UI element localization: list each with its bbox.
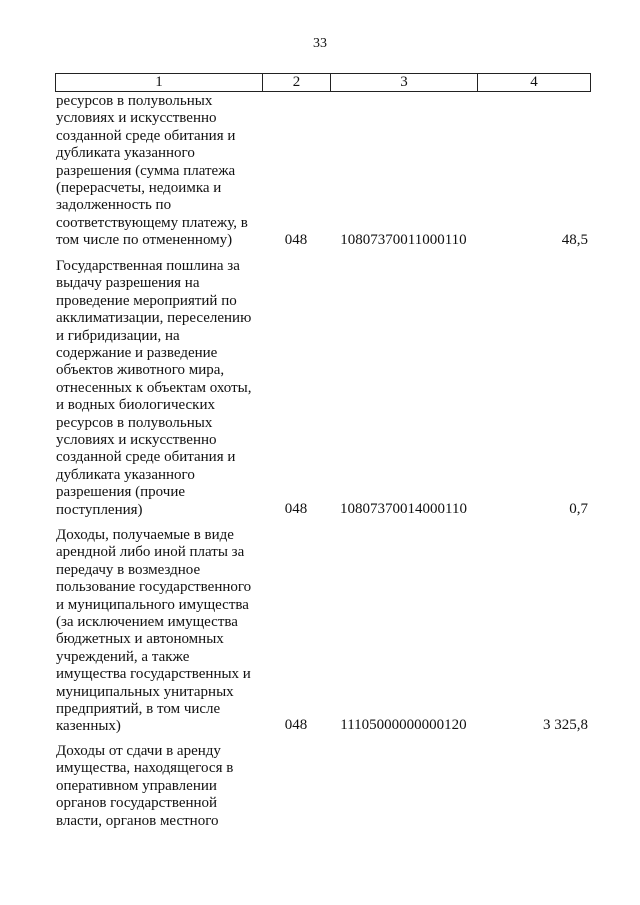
- row-description-line: арендной либо иной платы за: [56, 544, 245, 561]
- row-description-line: муниципальных унитарных: [56, 683, 234, 700]
- header-col-4: 4: [530, 74, 538, 90]
- row-description: [56, 743, 258, 830]
- row-description-line: бюджетных и автономных: [56, 631, 224, 648]
- row-description-line: имущества, находящегося в: [56, 760, 234, 777]
- row-description-line: ресурсов в полувольных: [56, 93, 213, 109]
- row-description-line: проведение мероприятий по: [56, 292, 237, 309]
- row-description-line: казенных): [56, 718, 121, 735]
- row-budget-code: 10807370011000110: [340, 232, 467, 248]
- row-description-line: дубликата указанного: [56, 466, 195, 483]
- row-description-line: дубликата указанного: [56, 145, 195, 162]
- row-description-line: выдачу разрешения на: [56, 275, 200, 292]
- row-description-line: предприятий, в том числе: [56, 701, 221, 718]
- row-budget-code: 11105000000000120: [340, 717, 467, 733]
- row-description-line: акклиматизации, переселению: [56, 310, 252, 327]
- row-budget-code: 10807370014000110: [340, 501, 467, 517]
- row-description-line: власти, органов местного: [56, 812, 219, 829]
- header-col-2: 2: [263, 74, 331, 91]
- header-col-1: 1: [56, 74, 263, 91]
- page-number: 33: [313, 36, 327, 51]
- row-description-line: том числе по отмененному): [56, 232, 233, 249]
- row-description-line: поступления): [56, 501, 143, 518]
- row-amount: 48,5: [561, 232, 588, 248]
- row-description-line: учреждений, а также: [56, 648, 190, 665]
- row-description-line: разрешения (прочие: [56, 484, 186, 501]
- row-description-line: соответствующему платежу, в: [56, 214, 248, 231]
- row-admin-code: 048: [284, 717, 308, 733]
- row-description-line: разрешения (сумма платежа: [56, 162, 236, 179]
- row-admin-code: 048: [284, 501, 308, 517]
- row-description-line: созданной среде обитания и: [56, 449, 236, 466]
- row-description-line: Государственная пошлина за: [56, 258, 240, 274]
- row-description-line: и муниципального имущества: [56, 596, 249, 613]
- row-description: [56, 258, 258, 519]
- row-description-line: (перерасчеты, недоимка и: [56, 180, 222, 197]
- row-description-line: пользование государственного: [56, 579, 252, 596]
- row-description-line: Доходы, получаемые в виде: [56, 527, 234, 543]
- row-description-line: и водных биологических: [56, 397, 215, 414]
- row-description-line: созданной среде обитания и: [56, 127, 236, 144]
- row-amount: 0,7: [569, 501, 588, 517]
- row-description: [56, 93, 258, 250]
- row-description-line: передачу в возмездное: [56, 561, 201, 578]
- row-description-line: условиях и искусственно: [56, 110, 217, 127]
- row-description-line: оперативном управлении: [56, 777, 217, 794]
- table-header: [55, 73, 591, 92]
- row-description-line: отнесенных к объектам охоты,: [56, 379, 252, 396]
- row-description-line: и гибридизации, на: [56, 327, 180, 344]
- row-description: [56, 527, 258, 736]
- row-description-line: условиях и искусственно: [56, 432, 217, 449]
- row-description-line: задолженность по: [56, 197, 172, 214]
- row-description-line: органов государственной: [56, 795, 218, 812]
- row-amount: 3 325,8: [543, 717, 588, 733]
- row-description-line: имущества государственных и: [56, 666, 251, 683]
- row-description-line: ресурсов в полувольных: [56, 414, 213, 431]
- header-col-3: 3: [331, 74, 478, 91]
- row-description-line: содержание и разведение: [56, 345, 218, 362]
- row-description-line: Доходы от сдачи в аренду: [56, 743, 221, 759]
- row-description-line: объектов животного мира,: [56, 362, 225, 379]
- row-description-line: (за исключением имущества: [56, 614, 238, 631]
- row-admin-code: 048: [284, 232, 308, 248]
